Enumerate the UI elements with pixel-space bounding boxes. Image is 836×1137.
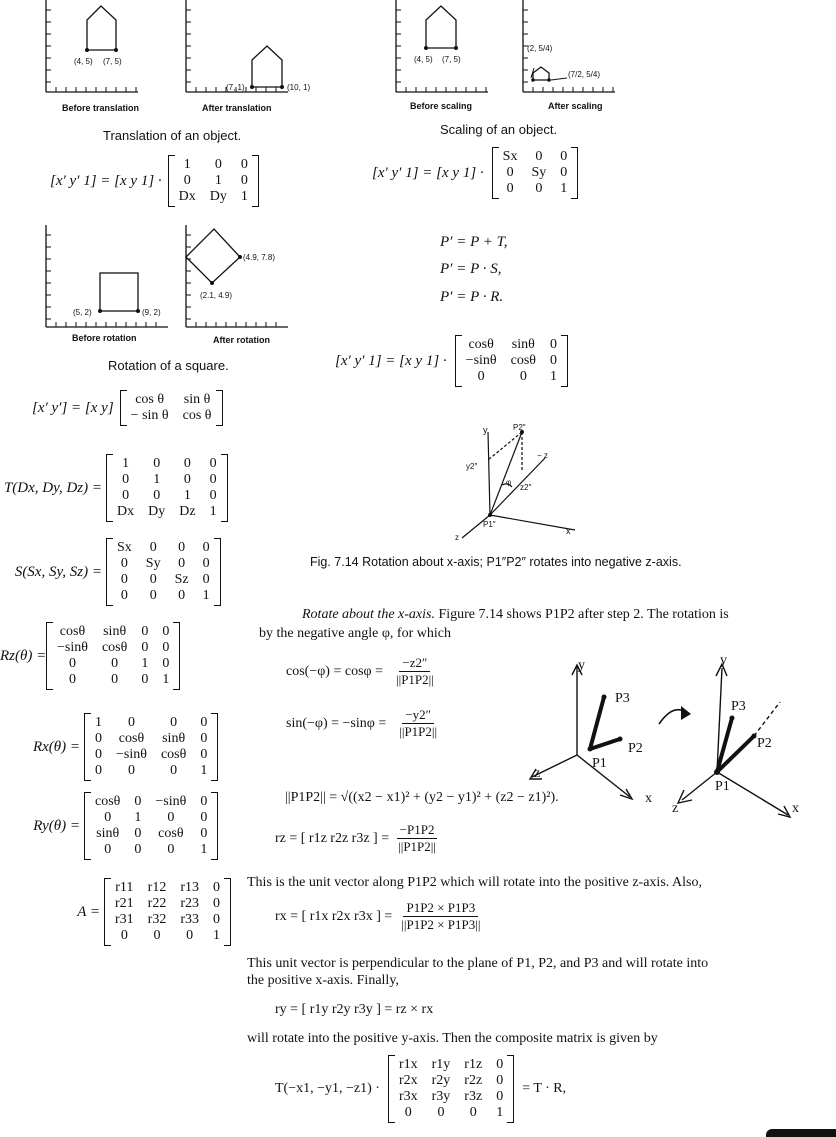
point-label: (2, 5/4): [527, 44, 553, 53]
point-label: (7, 5): [442, 55, 461, 64]
matrix-cell: 0: [202, 540, 210, 555]
point-label: (4.9, 7.8): [243, 253, 276, 262]
sketch-label: P1: [715, 779, 730, 794]
equation-lhs: rx = [ r1x r2x r3x ] =: [275, 908, 393, 924]
matrix-row: [110, 504, 224, 520]
matrix-row: [50, 656, 176, 672]
matrix-cell: 0: [95, 763, 102, 778]
rotation-caption: Rotation of a square.: [108, 358, 229, 373]
matrix-cell: cosθ: [510, 353, 536, 368]
matrix-cell: 0: [149, 540, 157, 555]
ry-matrix-eq: [0, 792, 218, 860]
matrix-row: [108, 928, 227, 944]
rx-matrix-eq: [0, 713, 218, 781]
translation-before-plot: [40, 0, 140, 100]
a-matrix-eq: [0, 878, 231, 946]
scaling-before-plot: [390, 0, 490, 100]
matrix-cell: 0: [200, 715, 208, 730]
rz-equation: [275, 822, 439, 855]
matrix-cell: sinθ: [96, 826, 120, 841]
matrix-cell: − sin θ: [130, 408, 169, 423]
translation-3d-matrix: [106, 454, 228, 522]
matrix-cell: 0: [141, 624, 149, 639]
matrix-cell: 1: [496, 1105, 504, 1120]
matrix-row: [110, 488, 224, 504]
matrix-cell: 0: [183, 456, 191, 471]
translation-caption: Translation of an object.: [103, 128, 242, 143]
point-label: (7/2, 5/4): [568, 70, 601, 79]
matrix-cell: sinθ: [103, 624, 127, 639]
matrix-cell: 1: [202, 588, 210, 603]
matrix-cell: 0: [437, 1105, 445, 1120]
plot-label: Before scaling: [410, 101, 473, 111]
matrix-cell: 0: [153, 488, 161, 503]
matrix-cell: 0: [111, 672, 119, 687]
matrix-cell: Sz: [174, 572, 189, 587]
matrix-cell: 1: [209, 504, 217, 519]
line-rx-1: This unit vector is perpendicular to the plane of P1, P2, and P3 and will rotate into: [247, 956, 709, 971]
para-rotate-x-cont: by the negative angle φ, for which: [259, 626, 451, 641]
matrix-cell: 0: [213, 912, 221, 927]
matrix-row: [124, 392, 219, 408]
matrix-label: T(Dx, Dy, Dz) =: [3, 479, 102, 496]
matrix-cell: cosθ: [158, 826, 184, 841]
matrix-cell: 0: [178, 556, 186, 571]
equation-lhs: [x′ y′ 1] = [x y 1] ·: [372, 164, 484, 181]
sketch-label: y: [720, 653, 727, 668]
matrix-row: [110, 572, 217, 588]
matrix-row: [110, 456, 224, 472]
matrix-cell: r3z: [464, 1089, 483, 1104]
matrix-cell: 1: [134, 810, 142, 825]
matrix-cell: 0: [550, 337, 557, 352]
matrix-cell: 0: [120, 572, 128, 587]
matrix-cell: sinθ: [162, 731, 186, 746]
matrix-cell: 0: [209, 472, 217, 487]
sketch-label: z: [672, 801, 679, 816]
matrix-cell: 0: [178, 540, 186, 555]
matrix-cell: 0: [122, 488, 130, 503]
plot-label: After rotation: [213, 335, 270, 345]
matrix-cell: 0: [560, 149, 568, 164]
matrix-cell: Dy: [148, 504, 166, 519]
matrix-cell: 0: [170, 763, 178, 778]
fig-axis-label: − z: [537, 451, 548, 460]
plot-label: Before rotation: [72, 333, 137, 343]
matrix-cell: r32: [147, 912, 167, 927]
sin-equation: [286, 707, 440, 740]
matrix-row: [88, 842, 214, 858]
matrix-cell: Sy: [145, 556, 161, 571]
matrix-cell: 0: [153, 456, 161, 471]
matrix-cell: cosθ: [59, 624, 86, 639]
matrix-cell: Sx: [117, 540, 132, 555]
equation-rhs: = T · R,: [522, 1081, 567, 1096]
rotation-before-plot: [40, 225, 170, 335]
matrix-cell: 0: [560, 165, 568, 180]
rz-matrix-eq: [0, 622, 180, 690]
matrix-cell: r3y: [431, 1089, 451, 1104]
point-label: (9, 2): [142, 308, 161, 317]
eq-translate: P′ = P + T,: [440, 234, 508, 250]
matrix-cell: 0: [496, 1057, 504, 1072]
matrix-cell: 0: [200, 731, 208, 746]
matrix-cell: r22: [147, 896, 167, 911]
matrix-cell: 0: [120, 556, 128, 571]
fig-axis-label: z: [455, 533, 459, 542]
matrix-cell: 0: [162, 656, 170, 671]
matrix-cell: 0: [141, 640, 149, 655]
matrix-row: [496, 181, 575, 197]
matrix-label: Rx(θ) =: [32, 738, 80, 755]
denominator: ||P1P2||: [399, 724, 438, 739]
matrix-cell: cosθ: [101, 640, 128, 655]
page-edge: [766, 1129, 836, 1137]
ry-matrix: [84, 792, 218, 860]
matrix-row: [392, 1089, 510, 1105]
sketch-axes-right: [660, 650, 836, 830]
matrix-row: [172, 173, 255, 189]
matrix-cell: 0: [68, 656, 76, 671]
para-text: Figure 7.14 shows P1P2 after step 2. The rotation is: [434, 607, 729, 622]
fig-axis-label: x: [566, 526, 571, 536]
point-label: (10, 1): [287, 83, 311, 92]
matrix-cell: 0: [519, 369, 527, 384]
rotation-after-plot: [180, 225, 290, 335]
matrix-cell: 0: [506, 181, 514, 196]
matrix-cell: Sx: [502, 149, 518, 164]
equation-lhs: T(−x1, −y1, −z1) ·: [275, 1081, 380, 1096]
equation-lhs: cos(−φ) = cosφ =: [286, 663, 383, 679]
matrix-cell: r21: [115, 896, 134, 911]
matrix-cell: Dz: [179, 504, 196, 519]
matrix-row: [110, 540, 217, 556]
matrix-row: [392, 1105, 510, 1121]
matrix-row: [50, 640, 176, 656]
matrix-cell: r3x: [398, 1089, 418, 1104]
line-ry: will rotate into the positive y-axis. Then the composite matrix is given by: [247, 1031, 658, 1046]
matrix-row: [108, 880, 227, 896]
translation-equation: [50, 155, 259, 207]
matrix-cell: 0: [496, 1089, 504, 1104]
equation-lhs: [x′ y′ 1] = [x y 1] ·: [50, 172, 162, 189]
denominator: ||P1P2||: [398, 839, 436, 854]
matrix-cell: 0: [200, 794, 208, 809]
matrix-cell: 0: [153, 928, 161, 943]
sketch-label: P3: [615, 691, 630, 706]
fig-axis-label: P2″: [513, 423, 526, 432]
sketch-label: y: [578, 658, 585, 673]
matrix-cell: 0: [200, 826, 208, 841]
plot-label: After translation: [202, 103, 272, 113]
matrix-cell: 1: [213, 928, 221, 943]
matrix-cell: 0: [167, 810, 175, 825]
fig-axis-label: z2″: [520, 483, 532, 492]
matrix-cell: 0: [496, 1073, 504, 1088]
sketch-label: P1: [592, 756, 607, 771]
matrix-label: Rz(θ) =: [0, 647, 47, 664]
matrix-label: A =: [77, 903, 100, 920]
matrix-cell: r13: [180, 880, 200, 895]
matrix-label: S(Sx, Sy, Sz) =: [14, 563, 102, 580]
fraction: [395, 822, 439, 855]
matrix-cell: 0: [141, 672, 149, 687]
scaling-3d-matrix: [106, 538, 221, 606]
matrix-cell: Dy: [209, 189, 227, 204]
translation-matrix: [168, 155, 259, 207]
eq-rotate: P′ = P · R.: [440, 289, 504, 305]
matrix-cell: cos θ: [135, 392, 165, 407]
matrix-cell: 1: [183, 157, 191, 172]
matrix-row: [110, 588, 217, 604]
rotation-2d-matrix: [120, 390, 223, 426]
matrix-cell: Dx: [117, 504, 135, 519]
para-heading: Rotate about the x-axis.: [302, 607, 435, 622]
sketch-label: P3: [731, 699, 746, 714]
point-label: (4, 5): [74, 57, 93, 66]
matrix-label: Ry(θ) =: [33, 817, 80, 834]
matrix-cell: r2z: [464, 1073, 483, 1088]
matrix-cell: r33: [180, 912, 200, 927]
equation-lhs: sin(−φ) = −sinφ =: [286, 715, 387, 731]
a-matrix: [104, 878, 231, 946]
matrix-row: [392, 1057, 510, 1073]
matrix-cell: 0: [183, 472, 191, 487]
matrix-cell: 0: [127, 763, 135, 778]
matrix-cell: 0: [162, 624, 170, 639]
matrix-row: [124, 408, 219, 424]
matrix-cell: 0: [213, 896, 221, 911]
matrix-cell: 0: [95, 731, 102, 746]
rz-matrix: [46, 622, 180, 690]
matrix-cell: 0: [170, 715, 178, 730]
matrix-cell: 0: [149, 588, 157, 603]
matrix-cell: 0: [535, 149, 543, 164]
matrix-cell: r1z: [464, 1057, 483, 1072]
numerator: −z2″: [399, 655, 430, 672]
sketch-label: x: [792, 801, 799, 816]
matrix-cell: cosθ: [160, 747, 187, 762]
matrix-cell: 0: [404, 1105, 412, 1120]
matrix-cell: cosθ: [118, 731, 145, 746]
rx-matrix: [84, 713, 218, 781]
matrix-cell: r23: [180, 896, 200, 911]
matrix-cell: 0: [214, 157, 222, 172]
matrix-cell: 0: [202, 572, 210, 587]
scaling-equation: [372, 147, 578, 199]
matrix-cell: 0: [162, 640, 170, 655]
point-label: (7, 5): [103, 57, 122, 66]
fraction: [396, 707, 440, 740]
matrix-cell: 0: [122, 472, 130, 487]
matrix-cell: −sinθ: [57, 640, 88, 655]
point-label: (7, 1): [226, 83, 245, 92]
matrix-row: [88, 763, 214, 779]
matrix-row: [88, 731, 214, 747]
plot-label: Before translation: [62, 103, 140, 113]
matrix-cell: 1: [95, 715, 102, 730]
matrix-cell: −sinθ: [465, 353, 497, 368]
matrix-cell: 0: [213, 880, 221, 895]
matrix-row: [459, 337, 564, 353]
matrix-cell: r11: [115, 880, 134, 895]
matrix-cell: 1: [560, 181, 568, 196]
sketch-label: z: [534, 766, 541, 781]
matrix-cell: 0: [469, 1105, 477, 1120]
matrix-cell: 0: [240, 173, 248, 188]
matrix-row: [496, 165, 575, 181]
matrix-cell: 0: [134, 842, 142, 857]
matrix-row: [50, 624, 176, 640]
matrix-cell: sin θ: [183, 392, 211, 407]
matrix-cell: 0: [134, 794, 142, 809]
matrix-row: [172, 157, 255, 173]
matrix-cell: 0: [149, 572, 157, 587]
matrix-cell: 0: [209, 488, 217, 503]
matrix-cell: 0: [178, 588, 186, 603]
para-rotate-x: [302, 606, 832, 624]
rotation-2d-equation: [32, 390, 223, 426]
matrix-cell: 1: [162, 672, 170, 687]
matrix-cell: cosθ: [95, 794, 121, 809]
point-label: (5, 2): [73, 308, 92, 317]
scaling-matrix: [492, 147, 579, 199]
matrix-row: [88, 794, 214, 810]
norm-equation: ||P1P2|| = √((x2 − x1)² + (y2 − y1)² + (z2 − z1)²).: [285, 790, 559, 805]
sketch-label: P2: [628, 741, 643, 756]
matrix-row: [496, 149, 575, 165]
rx-equation: [275, 900, 483, 933]
matrix-cell: sinθ: [511, 337, 535, 352]
matrix-row: [110, 472, 224, 488]
matrix-cell: r31: [115, 912, 134, 927]
sketch-axes-left: [520, 655, 670, 805]
cos-equation: [286, 655, 437, 688]
matrix-cell: 1: [141, 656, 149, 671]
matrix-cell: 1: [240, 189, 248, 204]
matrix-cell: 0: [506, 165, 514, 180]
fig-axis-label: y2″: [466, 462, 478, 471]
matrix-cell: r2y: [431, 1073, 451, 1088]
matrix-cell: 1: [153, 472, 161, 487]
equation-lhs: rz = [ r1z r2z r3z ] =: [275, 830, 390, 846]
matrix-cell: 0: [240, 157, 248, 172]
line-rz: This is the unit vector along P1P2 which will rotate into the positive z-axis. Also,: [247, 875, 702, 890]
matrix-cell: 0: [104, 810, 112, 825]
matrix-cell: 1: [200, 842, 208, 857]
matrix-cell: 0: [535, 181, 543, 196]
matrix-cell: r12: [147, 880, 167, 895]
denominator: ||P1P2 × P1P3||: [401, 917, 481, 932]
ry-equation: ry = [ r1y r2y r3y ] = rz × rx: [275, 1002, 434, 1017]
matrix-cell: 0: [68, 672, 76, 687]
matrix-row: [88, 715, 214, 731]
matrix-cell: 0: [120, 928, 128, 943]
scaling-3d-matrix-eq: [0, 538, 221, 606]
matrix-cell: 1: [183, 488, 191, 503]
matrix-cell: 0: [550, 353, 557, 368]
matrix-row: [459, 353, 564, 369]
fraction: [393, 655, 437, 688]
matrix-row: [88, 826, 214, 842]
rotation-homog-equation: [335, 335, 568, 387]
matrix-cell: r1y: [431, 1057, 451, 1072]
point-label: (4, 5): [414, 55, 433, 64]
matrix-row: [110, 556, 217, 572]
plot-label: After scaling: [548, 101, 603, 111]
line-rx-2: the positive x-axis. Finally,: [247, 973, 399, 988]
matrix-cell: 0: [186, 928, 194, 943]
matrix-cell: cosθ: [468, 337, 494, 352]
matrix-row: [459, 369, 564, 385]
matrix-row: [108, 912, 227, 928]
matrix-row: [88, 810, 214, 826]
matrix-cell: Sy: [531, 165, 547, 180]
matrix-cell: 0: [127, 715, 135, 730]
equation-lhs: [x′ y′ 1] = [x y 1] ·: [335, 352, 447, 369]
translation-3d-matrix-eq: [0, 454, 228, 522]
matrix-cell: 0: [111, 656, 119, 671]
figure-7-14-caption: Fig. 7.14 Rotation about x-axis; P1″P2″ rotates into negative z-axis.: [310, 555, 682, 569]
matrix-cell: −sinθ: [116, 747, 147, 762]
rotation-homog-matrix: [455, 335, 568, 387]
eq-scale: P′ = P · S,: [440, 261, 502, 277]
matrix-cell: r2x: [398, 1073, 418, 1088]
denominator: ||P1P2||: [396, 672, 434, 687]
matrix-cell: 0: [134, 826, 142, 841]
matrix-cell: 0: [200, 810, 208, 825]
scaling-caption: Scaling of an object.: [440, 122, 558, 137]
numerator: −P1P2: [397, 822, 438, 839]
matrix-cell: r1x: [398, 1057, 418, 1072]
matrix-cell: 0: [477, 369, 485, 384]
matrix-row: [172, 189, 255, 205]
composite-equation: [275, 1055, 566, 1123]
matrix-cell: 0: [120, 588, 128, 603]
matrix-row: [108, 896, 227, 912]
matrix-row: [392, 1073, 510, 1089]
matrix-cell: Dx: [178, 189, 196, 204]
sketch-label: P2: [757, 736, 772, 751]
point-label: (2.1, 4.9): [200, 291, 233, 300]
matrix-cell: 0: [95, 747, 102, 762]
matrix-cell: 0: [167, 842, 175, 857]
matrix-cell: 0: [202, 556, 210, 571]
matrix-cell: 0: [209, 456, 217, 471]
numerator: P1P2 × P1P3: [403, 900, 478, 917]
matrix-row: [50, 672, 176, 688]
matrix-cell: 0: [183, 173, 191, 188]
matrix-cell: 1: [550, 369, 557, 384]
matrix-cell: 0: [104, 842, 112, 857]
fig-axis-label: y: [483, 425, 488, 435]
matrix-cell: cos θ: [182, 408, 212, 423]
matrix-cell: 1: [214, 173, 222, 188]
fig-axis-label: P1″: [483, 520, 496, 529]
fraction: [398, 900, 483, 933]
matrix-cell: 0: [200, 747, 208, 762]
fig-axis-label: φ: [506, 478, 512, 487]
matrix-cell: 1: [200, 763, 208, 778]
matrix-row: [88, 747, 214, 763]
numerator: −y2″: [402, 707, 434, 724]
matrix-cell: 1: [122, 456, 130, 471]
matrix-cell: −sinθ: [155, 794, 187, 809]
sketch-label: x: [645, 791, 652, 806]
equation-lhs: [x′ y′] = [x y]: [32, 399, 114, 416]
composite-matrix: [388, 1055, 514, 1123]
